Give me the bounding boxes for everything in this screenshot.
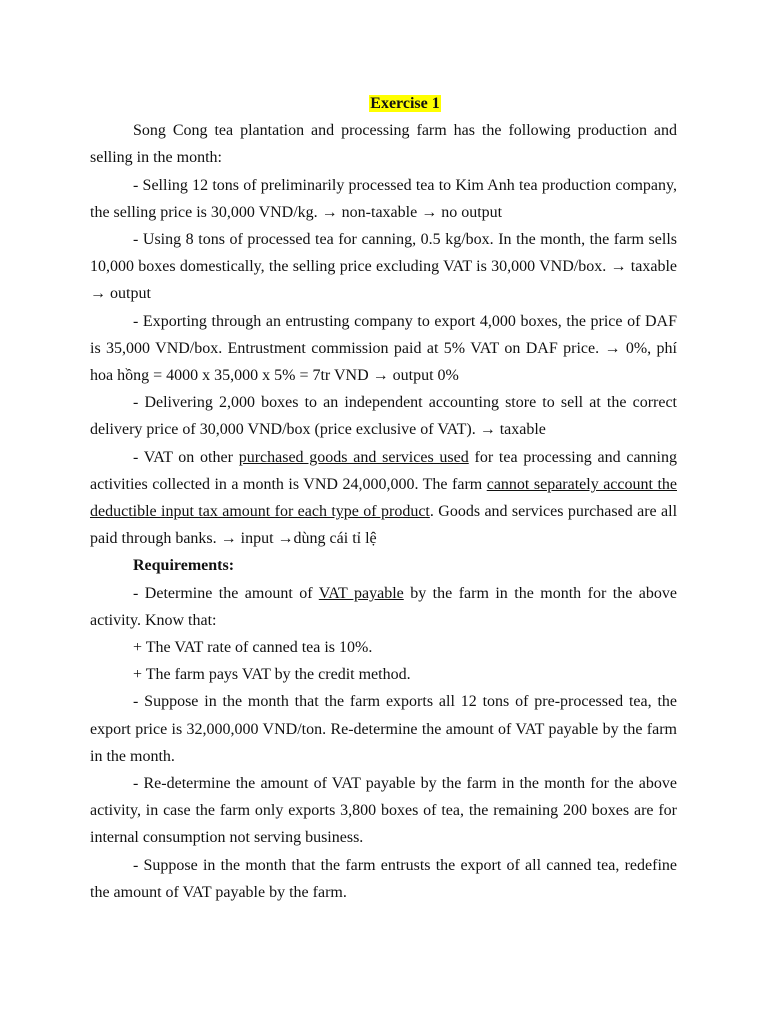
requirement-2: - Suppose in the month that the farm exports all 12 tons of pre-processed tea, the export price is 32,000,000 VND/ton. Re-determine the amount of VAT payable by the farm in the month. [90, 693, 677, 765]
item-3: - Exporting through an entrusting company to export 4,000 boxes, the price of DAF is 35,000 VND/box. Entrustment commission paid at 5% VAT on DAF price. → 0%, phí hoa hồng = 4000 x 35,000 x 5% = 7tr VND → output 0% [90, 312, 677, 385]
item-5-underlined-2: cannot separately account the deductible input tax amount for each type of product [90, 475, 677, 521]
item-2: - Using 8 tons of processed tea for canning, 0.5 kg/box. In the month, the farm sells 10,000 boxes domestically, the selling price excluding VAT is 30,000 VND/box. → taxable → output [90, 231, 677, 303]
item-5-part-e: . Goods and services purchased are all paid through banks. → input →dùng cái tỉ lệ [90, 503, 678, 548]
item-4: - Delivering 2,000 boxes to an independent accounting store to sell at the correct delivery price of 30,000 VND/box (price exclusive of VAT). → taxable [90, 394, 677, 439]
requirement-1 [90, 580, 677, 634]
exercise-title [90, 90, 677, 117]
document-page [90, 90, 677, 906]
item-5-underlined-1: purchased goods and services used [238, 448, 469, 466]
item-5-part-a: - VAT on other [133, 448, 239, 466]
requirement-3: - Re-determine the amount of VAT payable by the farm in the month for the above activity, in case the farm only exports 3,800 boxes of tea, the remaining 200 boxes are for internal consumption not serving business. [90, 775, 677, 847]
requirement-1-note-2: + The farm pays VAT by the credit method. [133, 666, 411, 684]
item-5 [90, 444, 677, 553]
requirement-1-part-c: by the farm in the month for the above activity. Know that: [90, 584, 677, 629]
requirements-heading: Requirements: [133, 557, 235, 575]
item-5-part-c: for tea processing and canning activities collected in a month is VND 24,000,000. The farm [90, 448, 678, 493]
requirement-1-note-1: + The VAT rate of canned tea is 10%. [133, 639, 373, 657]
requirement-1-part-a: - Determine the amount of [133, 584, 319, 602]
exercise-title-text: Exercise 1 [370, 95, 440, 112]
intro-paragraph: Song Cong tea plantation and processing farm has the following production and selling in the month: [90, 122, 677, 167]
requirement-4: - Suppose in the month that the farm entrusts the export of all canned tea, redefine the amount of VAT payable by the farm. [90, 856, 677, 901]
requirement-1-underlined: VAT payable [318, 584, 404, 602]
item-1: - Selling 12 tons of preliminarily processed tea to Kim Anh tea production company, the selling price is 30,000 VND/kg. → non-taxable → no output [90, 176, 677, 221]
